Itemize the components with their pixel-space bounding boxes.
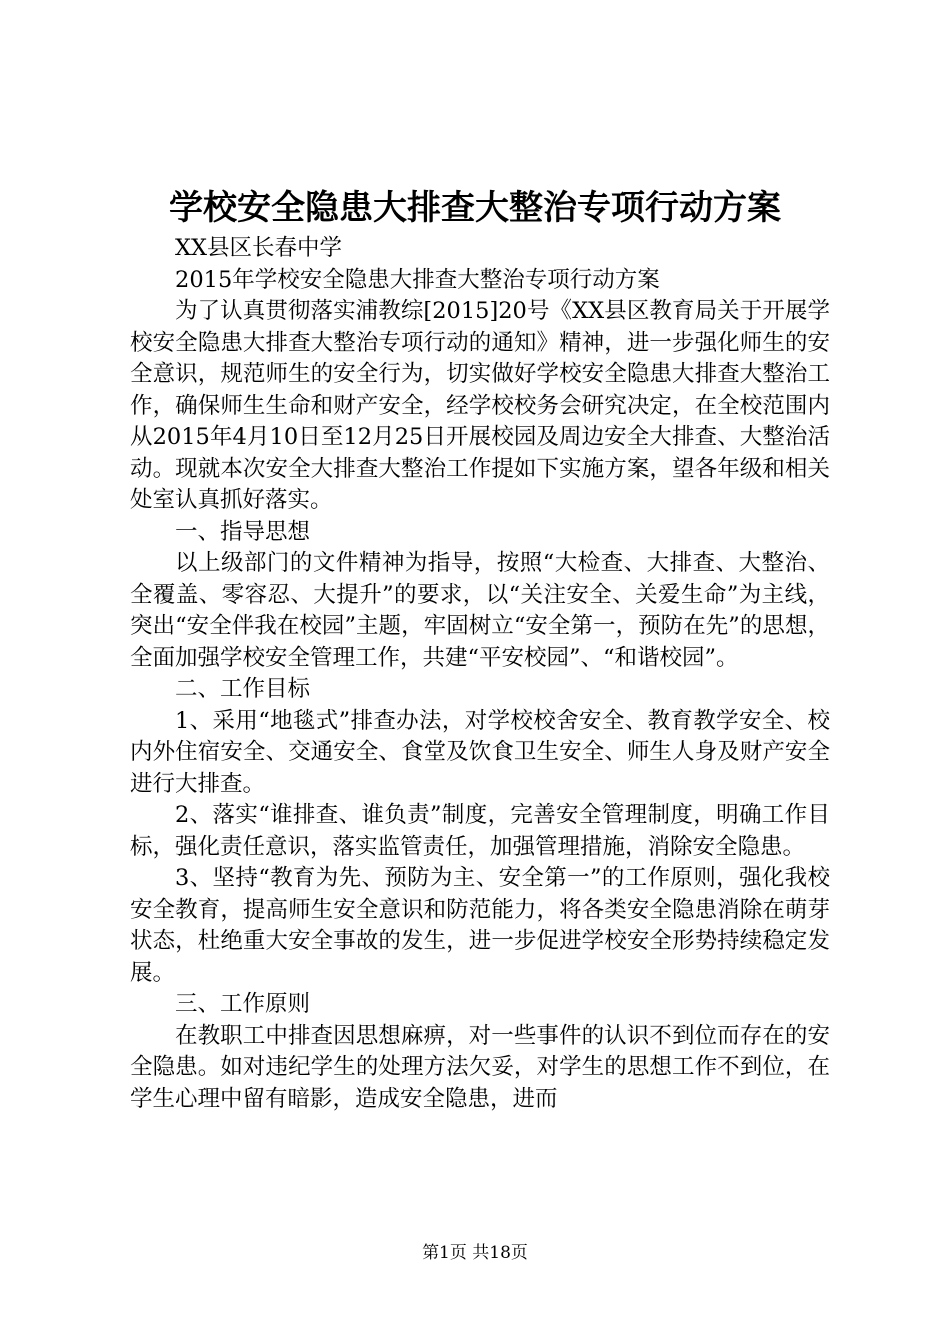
school-name-line: XX县区长春中学 — [175, 235, 343, 261]
document-title: 学校安全隐患大排查大整治专项行动方案 — [169, 188, 781, 228]
guiding-thought-paragraph: 以上级部门的文件精神为指导，按照“大检查、大排查、大整治、全覆盖、零容忍、大提升”的要求，以“关注安全、关爱生命”为主线，突出“安全伴我在校园”主题，牢固树立“安全第一，预防在先”的思想，全面加强学校安全管理工作，共建“平安校园”、“和谐校园”。 — [130, 550, 830, 671]
plan-subtitle: 2015年学校安全隐患大排查大整治专项行动方案 — [175, 266, 660, 293]
intro-paragraph: 为了认真贯彻落实浦教综[2015]20号《XX县区教育局关于开展学校安全隐患大排查大整治专项行动的通知》精神，进一步强化师生的安全意识，规范师生的安全行为，切实做好学校安全隐患大排查大整治工作，确保师生生命和财产安全，经学校校务会研究决定，在全校范围内从2015年4月10日至12月25日开展校园及周边安全大排查、大整治活动。现就本次安全大排查大整治工作提如下实施方案，望各年级和相关处室认真抓好落实。 — [130, 298, 830, 513]
section-heading-guiding-thought: 一、指导思想 — [175, 518, 311, 545]
work-goal-item-2: 2、落实“谁排查、谁负责”制度，完善安全管理制度，明确工作目标，强化责任意识，落实监管责任，加强管理措施，消除安全隐患。 — [130, 802, 830, 860]
work-goal-item-1: 1、采用“地毯式”排查办法，对学校校舍安全、教育教学安全、校内外住宿安全、交通安全、食堂及饮食卫生安全、师生人身及财产安全进行大排查。 — [130, 707, 830, 797]
page-number-footer: 第1页 共18页 — [422, 1243, 528, 1263]
section-heading-work-principles: 三、工作原则 — [175, 991, 311, 1017]
work-principles-paragraph: 在教职工中排查因思想麻痹，对一些事件的认识不到位而存在的安全隐患。如对违纪学生的处理方法欠妥，对学生的思想工作不到位，在学生心理中留有暗影，造成安全隐患，进而 — [130, 1022, 830, 1112]
work-goal-item-3: 3、坚持“教育为先、预防为主、安全第一”的工作原则，强化我校安全教育，提高师生安全意识和防范能力，将各类安全隐患消除在萌芽状态，杜绝重大安全事故的发生，进一步促进学校安全形势持续稳定发展。 — [130, 865, 830, 986]
document-body — [130, 233, 830, 1115]
section-heading-work-goals: 二、工作目标 — [175, 676, 311, 702]
